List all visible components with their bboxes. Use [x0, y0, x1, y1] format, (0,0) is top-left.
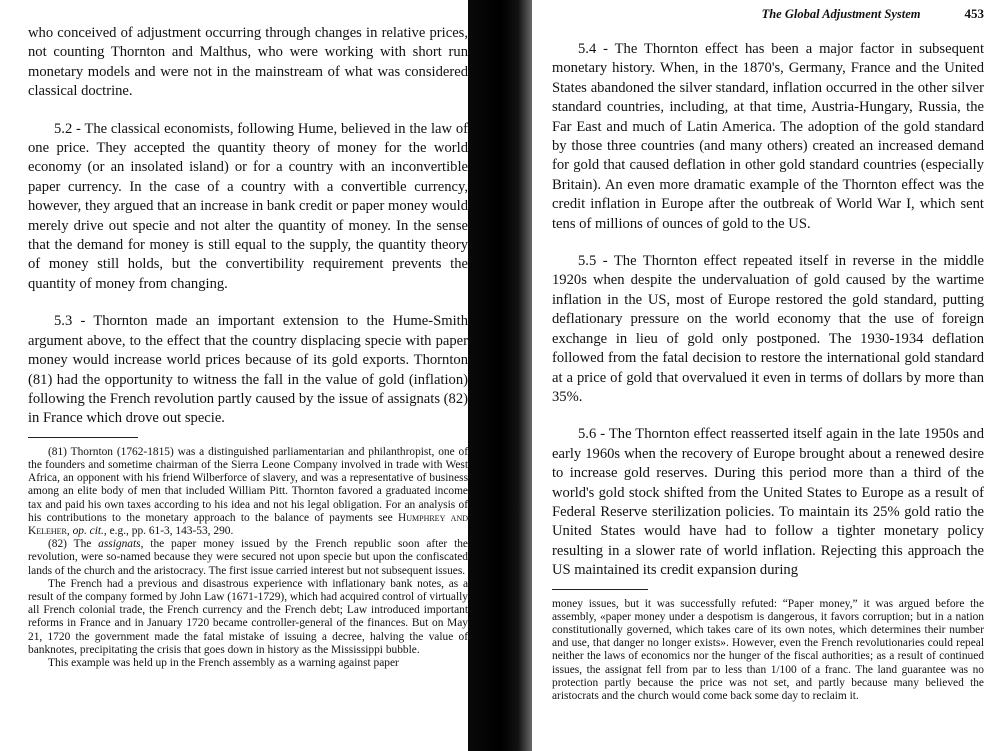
footnote-82-last-line: This example was held up in the French assembly as a warning against paper	[48, 656, 399, 669]
paragraph-5-5: 5.5 - The Thornton effect repeated itself in reverse in the middle 1920s when despite the undervaluation of gold caused by the wartime inflation in the US, most of Europe restored the gold standard, putting deflationary pressure on the world economy that the use of foreign exchange in lieu of gold only postponed. The 1930-1934 deflation followed from the fatal decision to restore the international gold standard at a price of gold that overvalued it even in terms of dollars by more than 35%.	[552, 253, 984, 405]
paragraph-5-4: 5.4 - The Thornton effect has been a major factor in subsequent monetary history. When, in the 1870's, Germany, France and the United States abandoned the silver standard, inflation occurred in the other silver standard countries, including, at that time, Austria-Hungary, Russia, the Far East and much of Latin America. The adoption of the gold standard by those three countries (and many others) created an increased demand for gold that caused deflation in other gold standard countries (especially Britain). An even more dramatic example of the Thornton effect was the credit inflation in Europe after the outbreak of World War I, which sent tens of millions of ounces of gold to the US.	[552, 41, 984, 232]
footnote-82: (82) The assignats, the paper money issued by the French republic soon after the revolution, were so-named because they were secured not upon specie but upon the confiscated lands of the church and the aristocracy. The first issue carried interest but not subsequent issues.	[28, 538, 468, 577]
footnote-82-continued: The French had a previous and disastrous experience with inflationary bank notes, as a result of the company formed by John Law (1671-1729), which had acquired control of virtually all French colonial trade, the French currency and the French debt; Law introduced important reforms in France and in January 1720 became controller-general of the finances. But on May 21, 1720 the government made the fatal mistake of issuing a decree, halving the value of banknotes, precipitating the crisis that goes down in history as the Mississippi bubble.	[28, 577, 469, 656]
paragraph-5-2: 5.2 - The classical economists, following Hume, believed in the law of one price. They accepted the quantity theory of money for the world economy (or an insolated island) or for a country with an inconvertible paper currency. In the case of a country with a convertible currency, however, they argued that an increase in bank credit or paper money would merely drive out specie and not alter the quantity of money. In the sense that the demand for money is still equal to the supply, the quantity theory of money still holds, but the convertibility requirement prevents the quantity of money from changing.	[28, 120, 468, 292]
footnote-81: (81) Thornton (1762-1815) was a distinguished parliamentarian and philanthropist, one of the founders and sometime chairman of the Sierra Leone Company involved in trade with West Africa, an opponent with his friend Wilberforce of slavery, and was a representative of business among an elite body of men that included William Pitt. Thornton favored a graduated income tax and paid his own taxes according to his idea and not his legal obligation. For an analysis of his contributions to the monetary approach to the balance of payments see Humphrey and Keleher, op. cit., e.g., pp. 61-3, 143-53, 290.	[28, 445, 468, 537]
running-head-title: The Global Adjustment System	[761, 7, 921, 21]
footnote-rule	[28, 437, 138, 438]
right-page	[532, 0, 1000, 751]
paragraph-5-6: 5.6 - The Thornton effect reasserted itself again in the late 1950s and early 1960s when the recovery of Europe brought about a renewed desire to increase gold reserves. During this period more than a third of the world's gold stock shifted from the United States to Europe as a result of Federal Reserve sterilization policies. To maintain its 25% gold ratio the United States would have had to follow a tighter monetary policy resulting in a slower rate of world inflation. Rejecting this approach the US maintained its credit expansion during	[552, 426, 984, 579]
right-running-head	[552, 6, 984, 22]
page-number: 453	[964, 6, 984, 21]
footnote-rule-right	[552, 589, 648, 590]
left-running-head	[28, 10, 468, 18]
footnote-continuation: money issues, but it was successfully refuted: “Paper money,” it was argued before the assembly, «paper money under a despotism is dangerous, it favors corruption; but in a nation constitutionally governed, which takes care of its own notes, which determines their number and use, that danger no longer exists». However, even the French revolutionaries could repeal neither the laws of economics nor the hunger of the fiscal authorities; as a result of continued issues, the assignat fell from par to less than 1/100 of a franc. The land guarantee was no protection partly because the price was not set, and partly because many believed the aristocrats and the church would come back some day to reclaim it.	[552, 597, 984, 702]
left-page	[0, 0, 468, 751]
paragraph-5-3: 5.3 - Thornton made an important extension to the Hume-Smith argument above, to the effect that the country displacing specie with paper money would increase world prices because of its gold exports. Thornton (81) had the opportunity to witness the fall in the value of gold (inflation) following the French revolution partly caused by the issue of assignats (82) in France which drove out specie.	[28, 313, 468, 427]
opening-paragraph: who conceived of adjustment occurring through changes in relative prices, not counting Thornton and Malthus, who were working with short run monetary models and were not in the mainstream of what was considered classical doctrine.	[28, 25, 468, 100]
